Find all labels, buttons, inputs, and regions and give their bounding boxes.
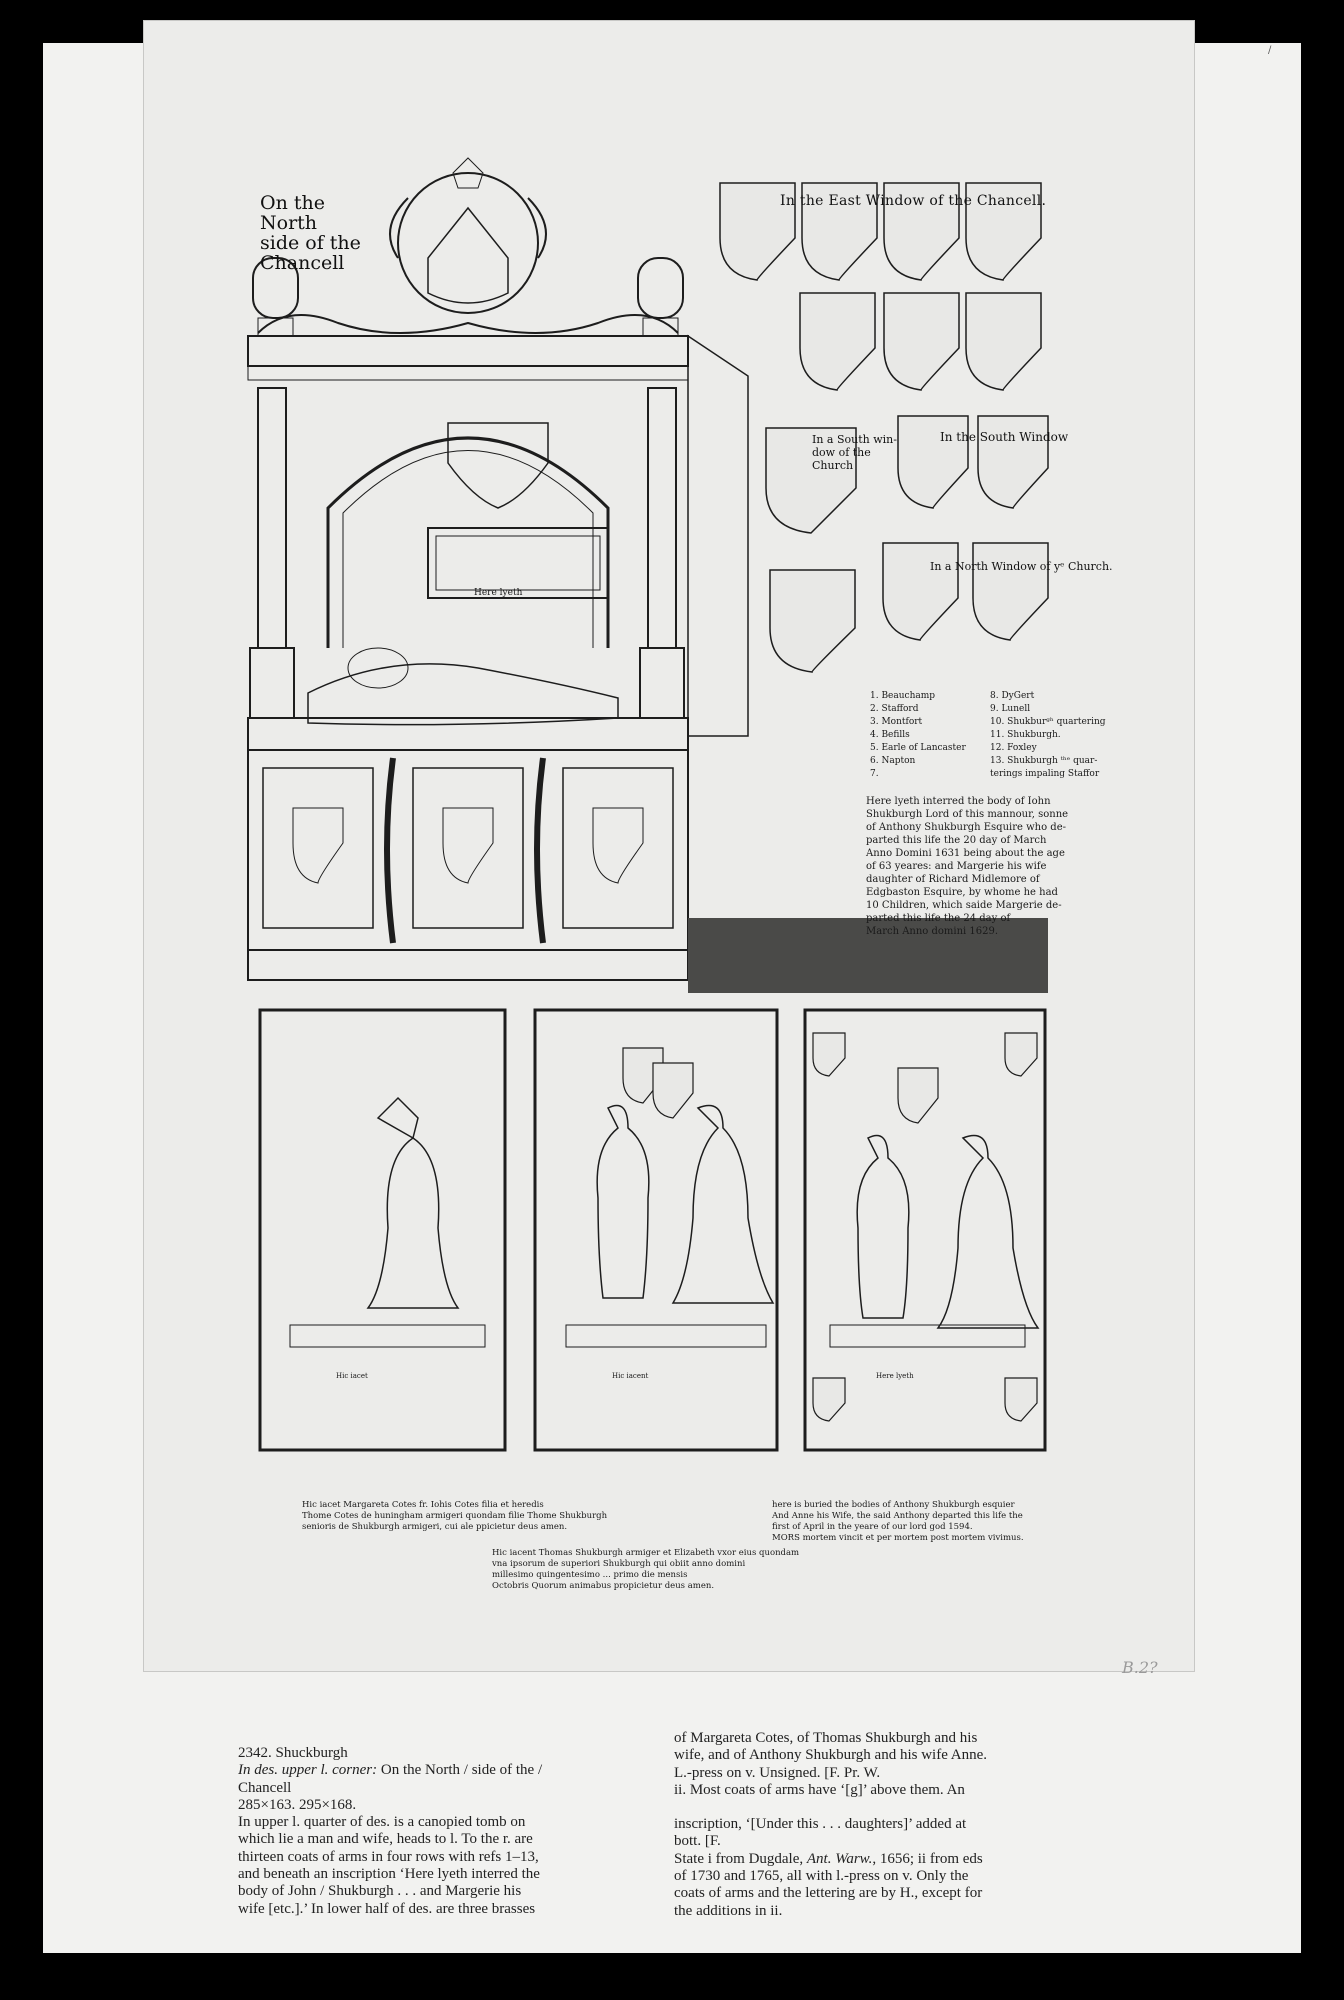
caption-line: millesimo quingentesimo ... primo die mensis — [492, 1570, 688, 1580]
caption-line: Octobris Quorum animabus propicietur deus amen. — [492, 1581, 715, 1591]
line-text: Chancell — [238, 1779, 292, 1796]
legend-entry: 7. — [870, 769, 879, 779]
caption-line: here is buried the bodies of Anthony Shukburgh esquier — [772, 1500, 1015, 1510]
catalogue-line — [238, 1849, 638, 1866]
catalogue-line — [238, 1831, 638, 1848]
line-text: which lie a man and wife, heads to l. To the r. are — [238, 1831, 533, 1848]
legend-entry: terings impaling Staffor — [990, 769, 1100, 779]
line-text: wife, and of Anthony Shukburgh and his wife Anne. — [674, 1747, 988, 1764]
catalogue-line — [238, 1901, 638, 1918]
line-text: On the North / side of the / — [377, 1762, 543, 1779]
corner-mark: / — [1268, 45, 1272, 56]
line-text: bott. [F. — [674, 1833, 721, 1850]
legend-entry: 6. Napton — [870, 756, 916, 766]
brass-plinth-left: Hic iacet — [336, 1372, 368, 1380]
catalogue-line — [674, 1747, 1094, 1764]
inscription-line: parted this life the 24 day of — [866, 913, 1011, 924]
south-window-church-label — [812, 433, 902, 472]
catalogue-line — [674, 1765, 1094, 1782]
north-title-line: side of the — [260, 232, 361, 254]
catalogue-line — [674, 1851, 1094, 1868]
legend-entry: 12. Foxley — [990, 743, 1037, 753]
catalogue-line — [674, 1885, 1094, 1902]
line-text: 285×163. 295×168. — [238, 1796, 357, 1813]
line-text: State i from Dugdale, — [674, 1850, 807, 1867]
catalogue-column-right — [674, 1730, 1094, 1920]
legend-entry: 13. Shukburgh ᵗʰᵉ quar- — [990, 756, 1098, 766]
legend-entry: 11. Shukburgh. — [990, 730, 1061, 740]
legend-entry: 4. Befills — [870, 730, 910, 740]
caption-line: Hic iacent Thomas Shukburgh armiger et Elizabeth vxor eius quondam — [492, 1548, 800, 1558]
inscription-line: daughter of Richard Midlemore of — [866, 874, 1040, 885]
catalogue-column-left — [238, 1745, 638, 1918]
line-text: In upper l. quarter of des. is a canopied tomb on — [238, 1814, 526, 1831]
east-window-title: In the East Window of the Chancell. — [780, 193, 1047, 209]
line-text: the additions in ii. — [674, 1902, 783, 1919]
legend-entry: 10. Shukburᵍʰ quartering — [990, 717, 1106, 727]
caption-line: And Anne his Wife, the said Anthony departed this life the — [772, 1511, 1023, 1521]
brass-plinth-middle: Hic iacent — [612, 1372, 649, 1380]
pencil-annotation: B.2? — [1122, 1658, 1158, 1677]
label-line: In a South win- — [812, 433, 897, 446]
inscription-line: Here lyeth interred the body of Iohn — [866, 796, 1051, 807]
caption-line: vna ipsorum de superiori Shukburgh qui obiit anno domini — [492, 1559, 746, 1569]
legend-column-left — [870, 690, 1010, 781]
line-text: L.-press on v. Unsigned. [F. Pr. W. — [674, 1764, 881, 1781]
label-line: dow of the Church — [812, 446, 871, 472]
catalogue-line — [238, 1745, 638, 1762]
catalogue-line — [674, 1730, 1094, 1747]
brass-caption-left — [302, 1500, 662, 1533]
catalogue-line — [674, 1782, 1094, 1799]
inscription-line: Anno Domini 1631 being about the age — [866, 848, 1065, 859]
inscription-line: March Anno domini 1629. — [866, 926, 999, 937]
line-text: coats of arms and the lettering are by H., except for — [674, 1885, 983, 1902]
south-window-label: In the South Window — [940, 430, 1069, 444]
inscription-line: 10 Children, which saide Margerie de- — [866, 900, 1062, 911]
line-italic: In des. upper l. corner: — [238, 1762, 378, 1779]
caption-line: Hic iacet Margareta Cotes fr. Iohis Cotes filia et heredis — [302, 1500, 544, 1510]
legend-entry: 5. Earle of Lancaster — [870, 743, 966, 753]
legend-entry: 8. DyGert — [990, 691, 1035, 701]
catalogue-line — [674, 1903, 1094, 1920]
north-title-line: Chancell — [260, 252, 345, 274]
inscription-line: Shukburgh Lord of this mannour, sonne — [866, 809, 1069, 820]
catalogue-line — [238, 1883, 638, 1900]
inscription-line: of 63 yeares: and Margerie his wife — [866, 861, 1047, 872]
brass-caption-middle — [492, 1548, 822, 1592]
catalogue-line — [238, 1866, 638, 1883]
catalogue-line — [674, 1868, 1094, 1885]
caption-line: senioris de Shukburgh armigeri, cui ale ppicietur deus amen. — [302, 1522, 568, 1532]
catalogue-line — [238, 1814, 638, 1831]
tomb-inscription — [866, 795, 1096, 938]
line-text: inscription, ‘[Under this . . . daughters]’ added at — [674, 1816, 967, 1833]
line-italic: Ant. Warw. — [806, 1850, 873, 1867]
catalogue-line — [238, 1797, 638, 1814]
caption-line: Thome Cotes de huningham armigeri quondam filie Thome Shukburgh — [302, 1511, 608, 1521]
inscription-line: parted this life the 20 day of March — [866, 835, 1047, 846]
legend-entry: 1. Beauchamp — [870, 691, 936, 701]
inscription-line: Edgbaston Esquire, by whome he had — [866, 887, 1058, 898]
catalogue-line — [674, 1833, 1094, 1850]
legend-entry: 3. Montfort — [870, 717, 923, 727]
catalogue-line — [238, 1780, 638, 1797]
legend-entry: 2. Stafford — [870, 704, 919, 714]
catalogue-line — [674, 1799, 1094, 1816]
catalogue-line — [238, 1762, 638, 1779]
line-text: thirteen coats of arms in four rows with refs 1–13, — [238, 1848, 539, 1865]
caption-line: MORS mortem vincit et per mortem post mortem vivimus. — [772, 1533, 1024, 1543]
line-text: of Margareta Cotes, of Thomas Shukburgh and his — [674, 1730, 978, 1746]
line-text: ii. Most coats of arms have ‘[g]’ above them. An — [674, 1781, 965, 1798]
line-text: wife [etc.].’ In lower half of des. are three brasses — [238, 1900, 536, 1917]
inscription-line: of Anthony Shukburgh Esquire who de- — [866, 822, 1066, 833]
caption-line: first of April in the yeare of our lord god 1594. — [772, 1522, 973, 1532]
catalogue-line — [674, 1816, 1094, 1833]
legend-entry: 9. Lunell — [990, 704, 1031, 714]
line-text: , 1656; ii from eds — [872, 1850, 983, 1867]
brass-plinth-right: Here lyeth — [876, 1372, 914, 1380]
line-text: body of John / Shukburgh . . . and Margerie his — [238, 1883, 522, 1900]
tomb-tablet-text: Here lyeth — [474, 588, 523, 598]
line-text: and beneath an inscription ‘Here lyeth interred the — [238, 1866, 540, 1883]
brass-caption-right — [772, 1500, 1102, 1544]
line-text: 2342. Shuckburgh — [238, 1745, 348, 1761]
legend-column-right — [990, 690, 1130, 781]
north-window-label: In a North Window of yᵉ Church. — [930, 560, 1113, 573]
north-title-line: On the North — [260, 192, 325, 234]
line-text: of 1730 and 1765, all with l.-press on v. Only the — [674, 1868, 969, 1885]
north-side-title — [260, 193, 380, 273]
